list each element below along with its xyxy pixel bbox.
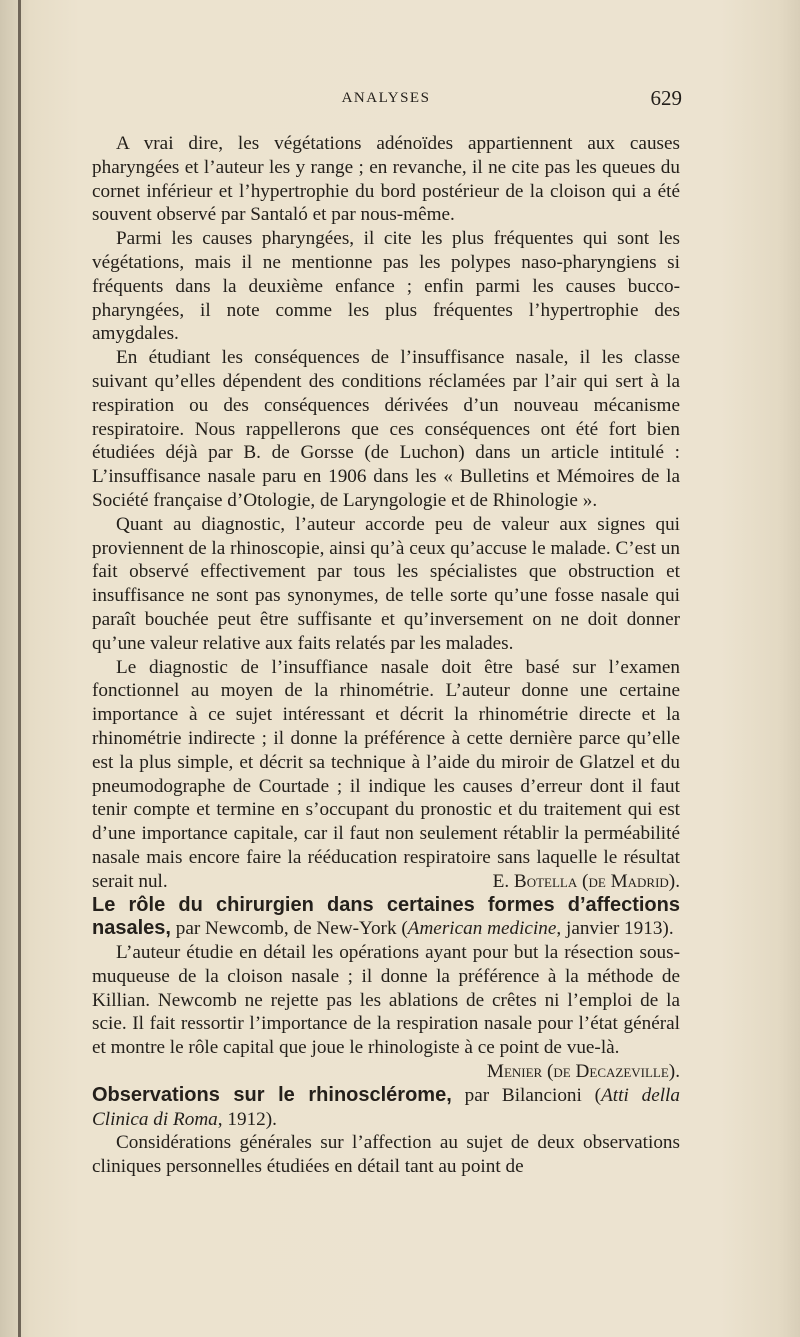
paragraph-text: L’auteur étudie en détail les opérations ayant pour but la résection sous-muqueuse de la cloison nasale ; il donne la préférence à la méthode de Killian. Newcomb ne rejette pas les ablations de crêtes ni l’emploi de la scie. Il fait ressortir l’importance de la respiration nasale pour l’état général et montre le rôle capital que joue le rhinologiste à ce point de vue-là. <box>92 942 680 1059</box>
paragraph <box>92 656 680 894</box>
paragraph <box>92 941 680 1084</box>
journal-name: American medicine <box>407 918 557 940</box>
article-reference: par Bilancioni ( <box>464 1084 602 1106</box>
author-signature: Menier (de Decazeville). <box>486 1061 680 1083</box>
article-date: , 1912). <box>217 1108 277 1130</box>
article-date: , janvier 1913). <box>556 918 674 940</box>
article-reference: par Newcomb, de New-York ( <box>175 918 408 940</box>
page-spine-shadow <box>18 0 21 1337</box>
article-entry <box>92 894 680 942</box>
paragraph: En étudiant les conséquences de l’insuffisance nasale, il les classe suivant qu’elles dépendent des conditions réclamées par l’air qui sert à la respiration ou des conséquences dérivées d’un nouveau mécanisme respiratoire. Nous rappellerons que ces conséquences ont été fort bien étudiées déjà par B. de Gorsse (de Luchon) dans un article intitulé : L’insuffisance nasale paru en 1906 dans les « Bulletins et Mémoires de la Société française d’Otologie, de Laryngologie et de Rhinologie ». <box>92 347 680 511</box>
page-header <box>90 86 682 116</box>
paragraph: Considérations générales sur l’affection au sujet de deux observations cliniques personnelles étudiées en détail tant au point de <box>92 1132 680 1178</box>
page-number: 629 <box>650 86 682 110</box>
article-entry <box>92 1084 680 1132</box>
article-title: Observations sur le rhinosclérome, <box>92 1083 452 1106</box>
paragraph: Quant au diagnostic, l’auteur accorde peu de valeur aux signes qui proviennent de la rhinoscopie, ainsi qu’à ceux qu’accuse le malade. C’est un fait observé effectivement par tous les spécialistes que obstruction et insuffisance ne sont pas synonymes, de telle sorte qu’une fosse nasale qui paraît bouchée peut être suffisante et qu’inversement on ne doit donner qu’une valeur relative aux faits relatés par les malades. <box>92 513 680 654</box>
running-title: ANALYSES <box>341 90 431 106</box>
author-signature: E. Botella (de Madrid). <box>492 870 680 892</box>
paragraph: A vrai dire, les végétations adénoïdes appartiennent aux causes pharyngées et l’auteur les y range ; en revanche, il ne cite pas les queues du cornet inférieur et l’hypertrophie du bord postérieur de la cloison qui a été souvent observé par Santaló et par nous-même. <box>92 133 680 226</box>
paragraph-text: Le diagnostic de l’insuffiance nasale doit être basé sur l’examen fonctionnel au moyen de la rhinométrie. L’auteur donne une certaine importance à ce sujet intéressant et décrit la rhinométrie directe et la rhinométrie indirecte ; il donne la préférence à cette dernière parce qu’elle est la plus simple, et décrit sa technique à l’aide du miroir de Glatzel et du pneumodographe de Courtade ; il indique les causes d’erreur dont il faut tenir compte et termine en s’occupant du pronostic et du traitement qui est d’une importance capitale, car il faut non seulement rétablir la perméabilité nasale mais encore faire la rééducation respiratoire sans laquelle le résultat serait nul. <box>92 656 680 892</box>
article-title: Le rôle du chirurgien dans certaines formes d’affections nasales, <box>92 893 680 940</box>
paragraph: Parmi les causes pharyngées, il cite les plus fréquentes qui sont les végétations, mais il ne mentionne pas les polypes naso-pharyngiens si fréquents dans la deuxième enfance ; enfin parmi les causes bucco-pharyngées, il note comme les plus fréquentes l’hypertrophie des amygdales. <box>92 228 680 345</box>
body-text <box>92 132 680 1179</box>
journal-name: Atti della Clinica di Roma <box>92 1084 680 1130</box>
